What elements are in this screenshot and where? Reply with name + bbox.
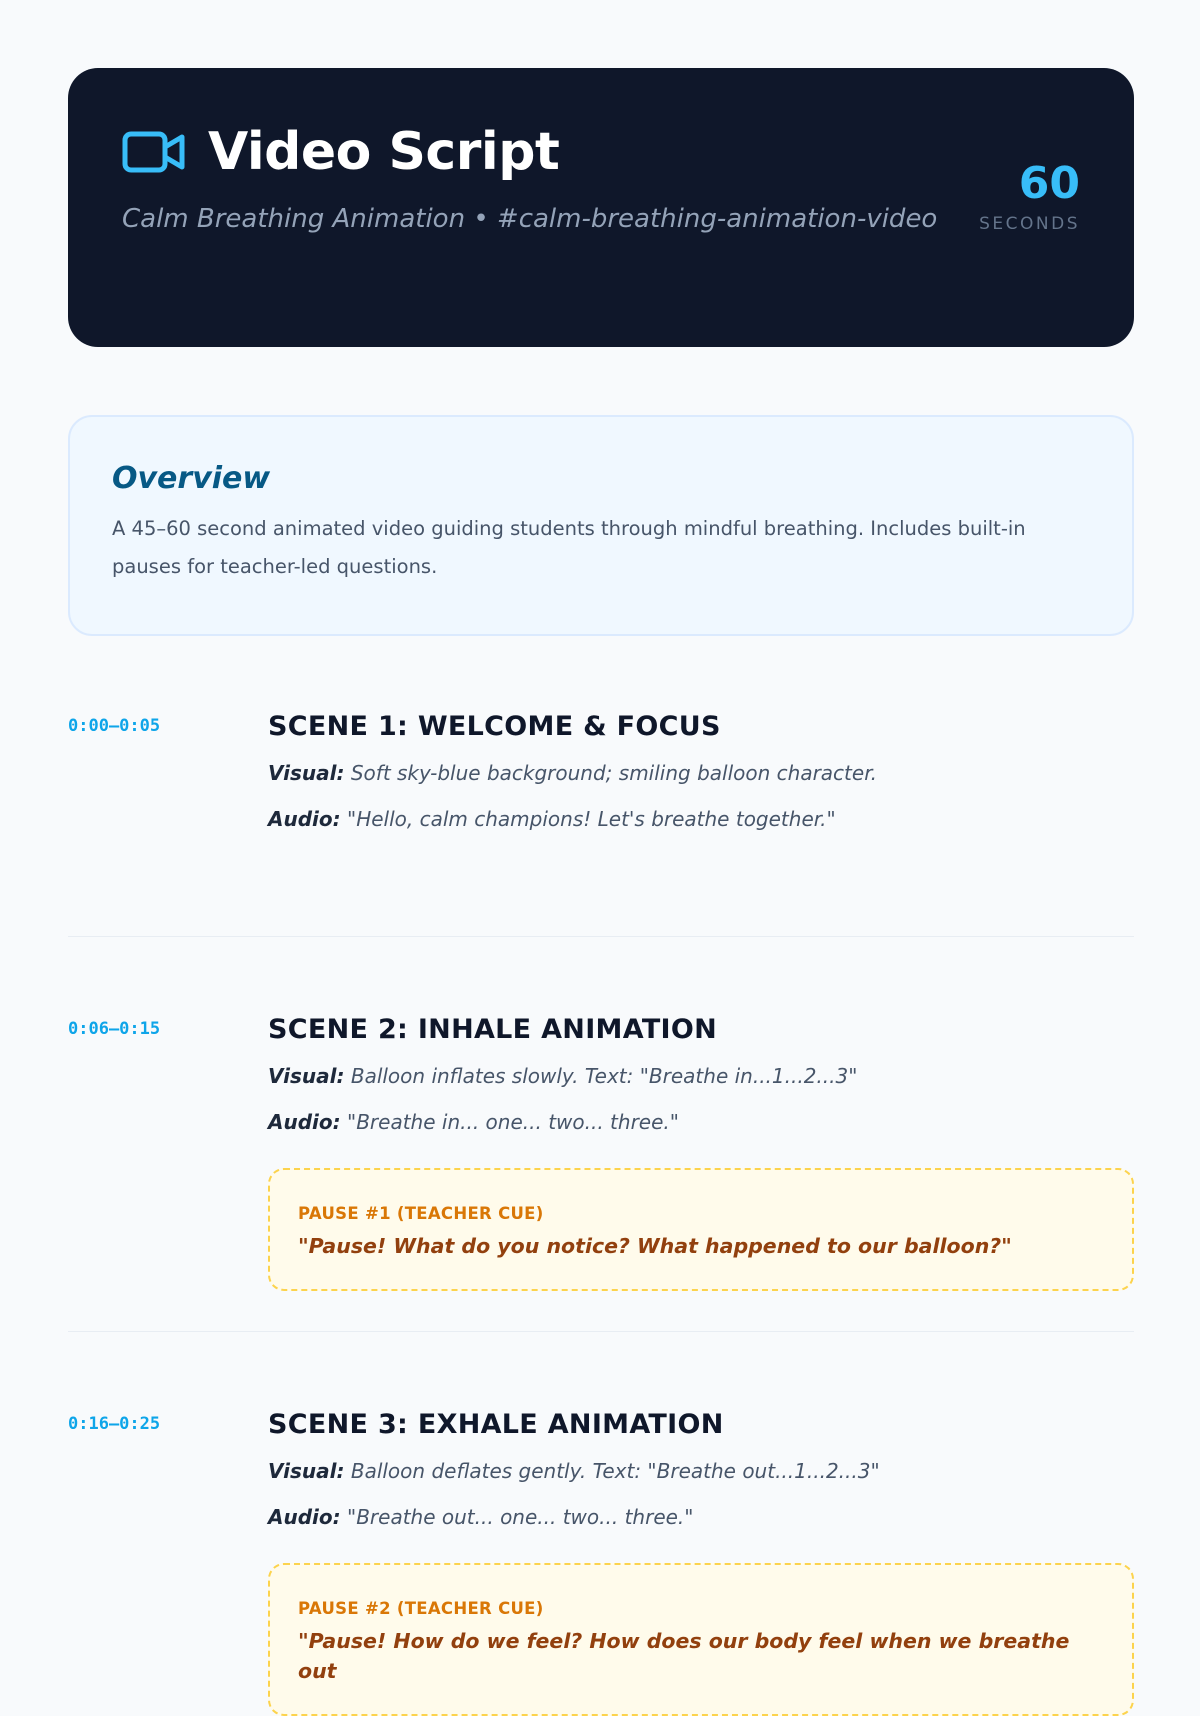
pause-label: PAUSE #1 (TEACHER CUE) — [298, 1204, 544, 1223]
visual-label: Visual: — [268, 761, 345, 785]
scene-time: 0:16–0:25 — [68, 1414, 161, 1434]
audio-text: "Hello, calm champions! Let's breathe together." — [347, 807, 836, 831]
scene-audio — [268, 1500, 1134, 1535]
overview-title: Overview — [112, 461, 271, 496]
scene-3 — [68, 1332, 1134, 1716]
scene-visual — [268, 756, 1134, 791]
scene-body — [268, 1013, 1134, 1331]
pause-cue-box — [268, 1168, 1134, 1291]
pause-text: "Pause! How do we feel? How does our body feel when we breathe out — [298, 1629, 1070, 1683]
pause-text: "Pause! What do you notice? What happened to our balloon?" — [298, 1234, 1012, 1258]
pause-cue-box — [268, 1563, 1134, 1716]
overview-card — [68, 415, 1134, 636]
overview-text: A 45–60 second animated video guiding students through mindful breathing. Includes built-in pauses for teacher-led questions. — [112, 517, 1026, 578]
audio-label: Audio: — [268, 1110, 341, 1134]
scene-audio — [268, 1105, 1134, 1140]
scene-2 — [68, 937, 1134, 1332]
pause-label: PAUSE #2 (TEACHER CUE) — [298, 1599, 544, 1618]
duration-block — [979, 158, 1080, 234]
scene-title: SCENE 3: EXHALE ANIMATION — [268, 1409, 724, 1440]
visual-text: Soft sky-blue background; smiling balloon character. — [350, 761, 877, 785]
scene-time: 0:06–0:15 — [68, 1019, 161, 1039]
scene-visual — [268, 1454, 1134, 1489]
scene-title: SCENE 2: INHALE ANIMATION — [268, 1014, 718, 1045]
duration-value: 60 — [1018, 158, 1080, 209]
header-card — [68, 68, 1134, 347]
audio-label: Audio: — [268, 807, 341, 831]
audio-text: "Breathe out... one... two... three." — [347, 1505, 694, 1529]
visual-label: Visual: — [268, 1064, 345, 1088]
audio-text: "Breathe in... one... two... three." — [347, 1110, 679, 1134]
audio-label: Audio: — [268, 1505, 341, 1529]
scene-audio — [268, 802, 1134, 837]
page-subtitle: Calm Breathing Animation • #calm-breathing-animation-video — [122, 204, 938, 234]
visual-label: Visual: — [268, 1459, 345, 1483]
page-title: Video Script — [208, 122, 560, 182]
scene-body — [268, 710, 1134, 936]
duration-unit: SECONDS — [979, 214, 1080, 234]
video-camera-icon — [122, 130, 186, 174]
scene-body — [268, 1408, 1134, 1716]
page — [68, 68, 1134, 1716]
visual-text: Balloon inflates slowly. Text: "Breathe in...1...2...3" — [350, 1064, 858, 1088]
title-row — [122, 122, 1080, 182]
scene-visual — [268, 1059, 1134, 1094]
scene-time: 0:00–0:05 — [68, 716, 161, 736]
visual-text: Balloon deflates gently. Text: "Breathe out...1...2...3" — [350, 1459, 880, 1483]
scene-title: SCENE 1: WELCOME & FOCUS — [268, 711, 721, 742]
scene-1 — [68, 636, 1134, 937]
